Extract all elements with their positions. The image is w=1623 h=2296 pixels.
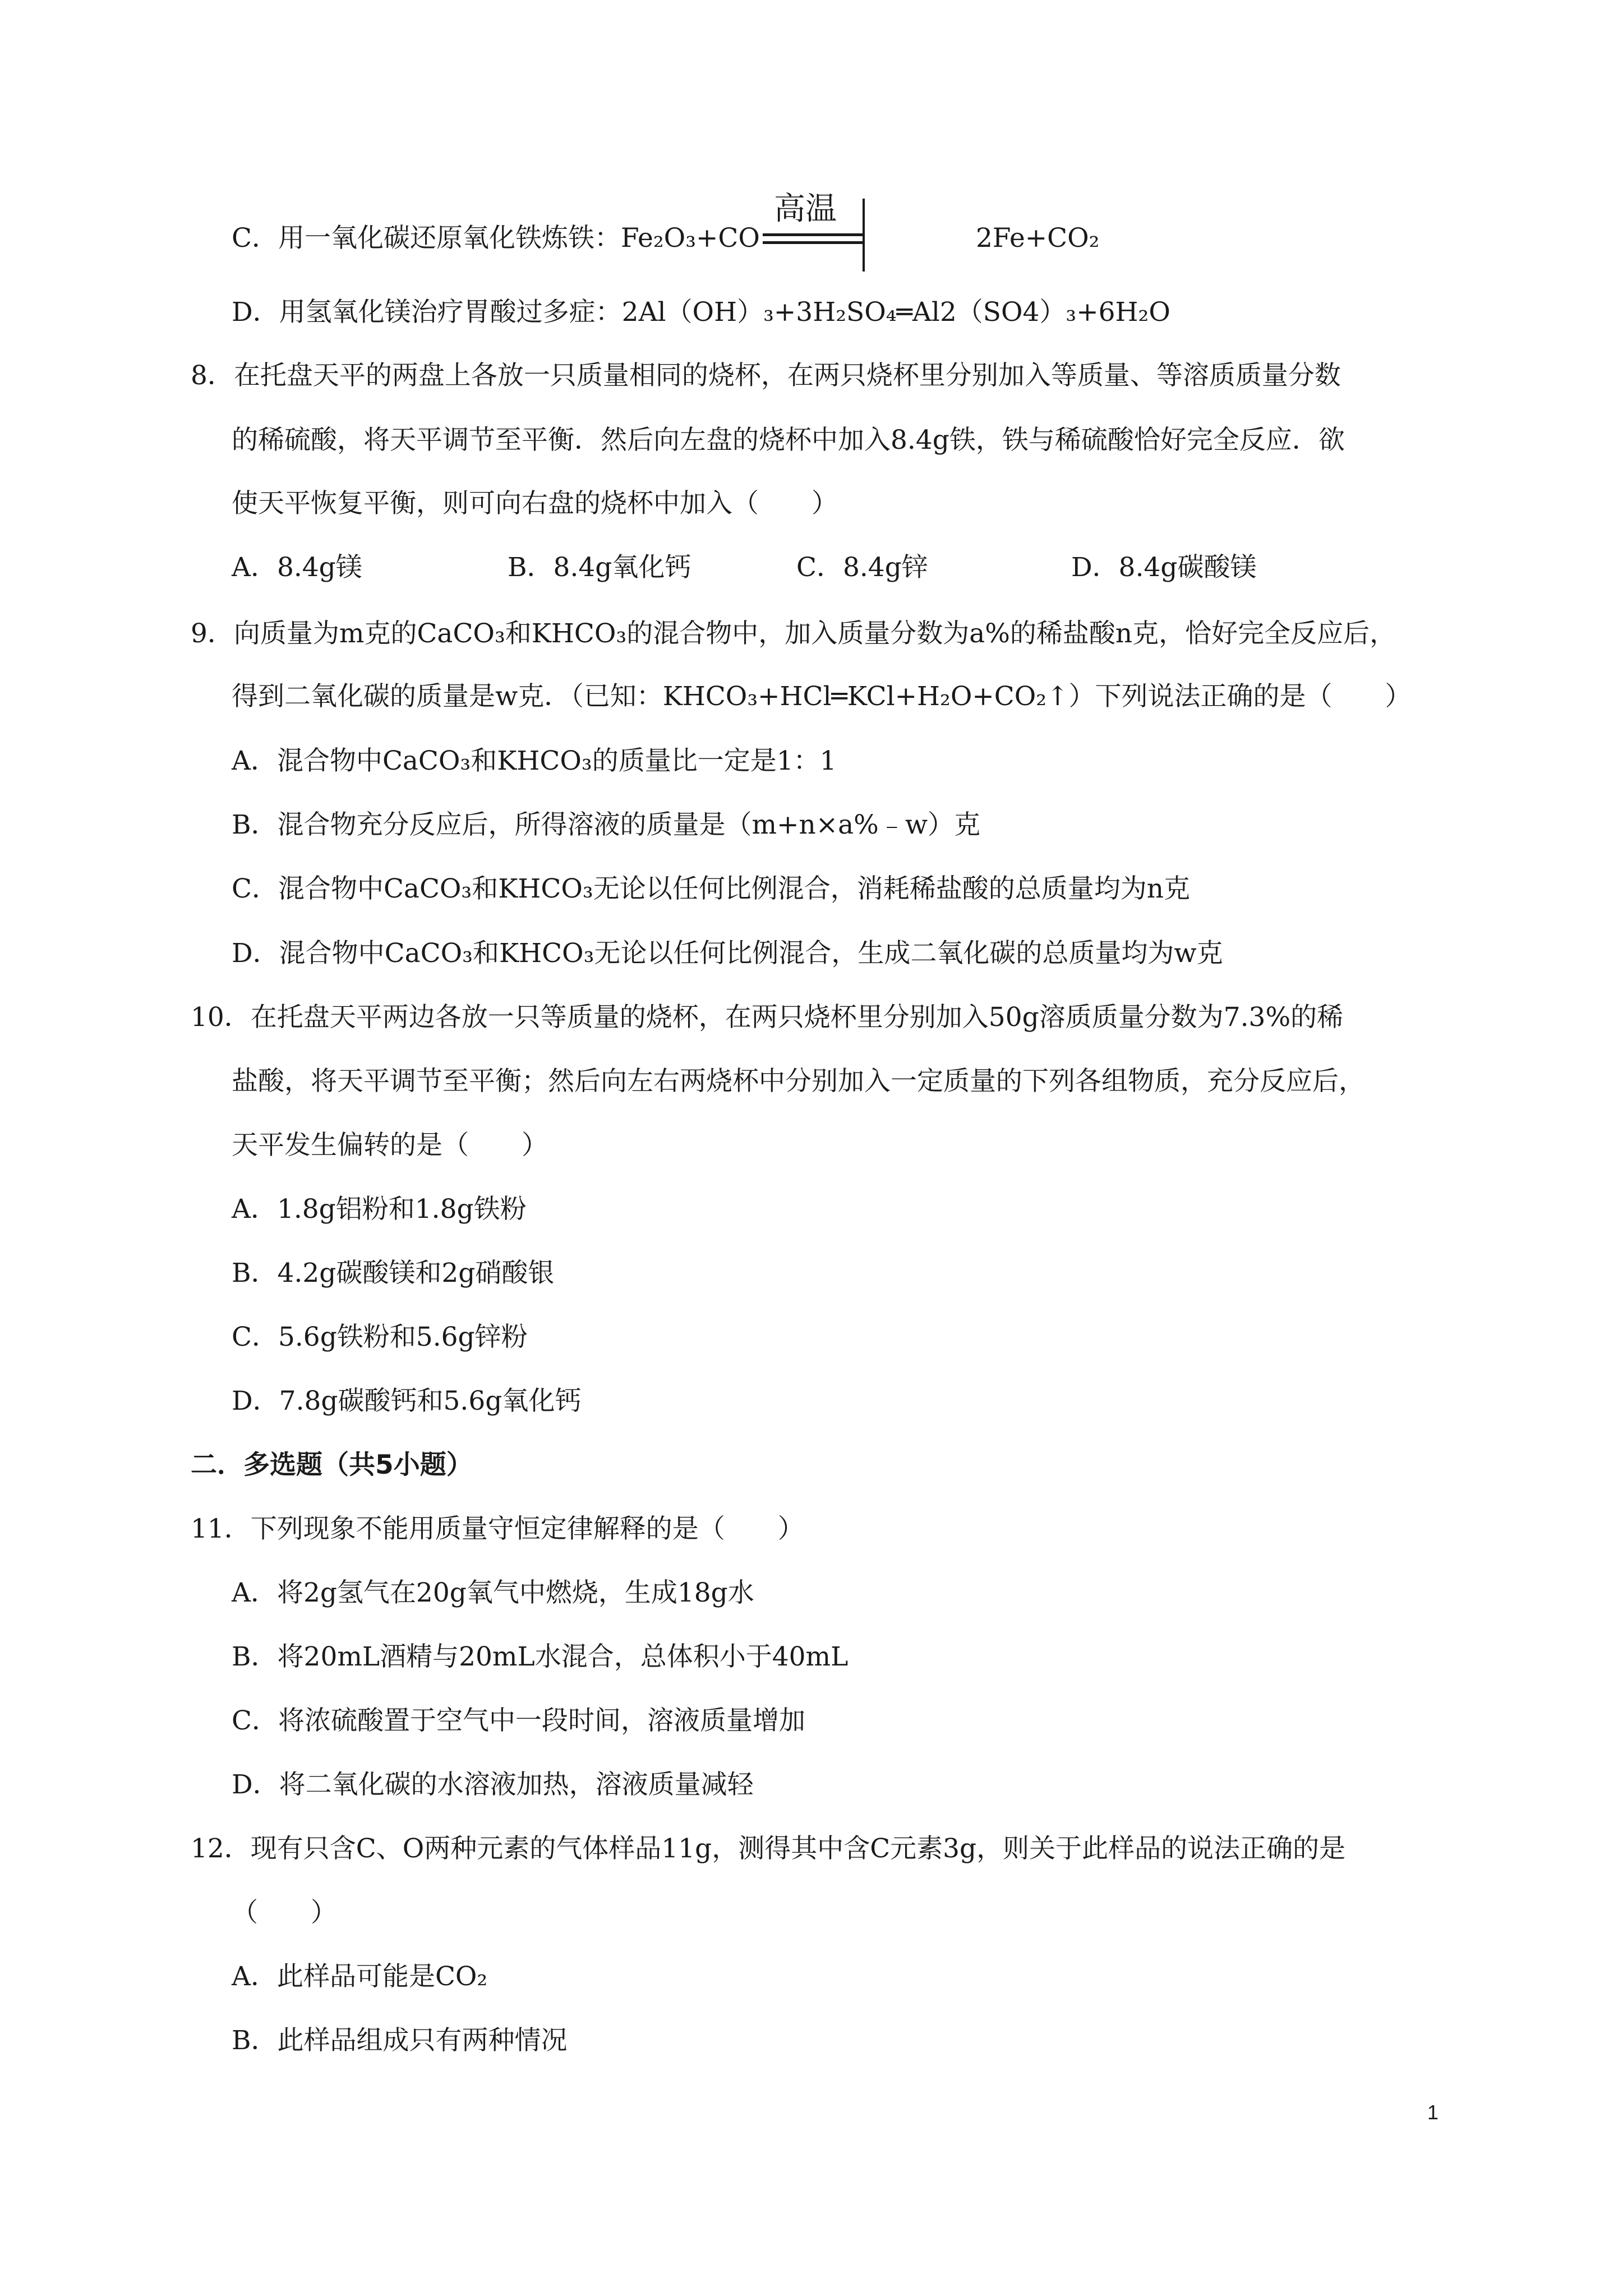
q9-option-c: C．混合物中CaCO₃和KHCO₃无论以任何比例混合，消耗稀盐酸的总质量均为n克 <box>232 873 1190 904</box>
q9-option-a: A．混合物中CaCO₃和KHCO₃的质量比一定是1：1 <box>232 746 837 776</box>
q11-option-b: B．将20mL酒精与20mL水混合，总体积小于40mL <box>232 1641 849 1672</box>
reaction-condition-sign <box>763 191 869 268</box>
q8-stem-line1: 8．在托盘天平的两盘上各放一只质量相同的烧杯，在两只烧杯里分别加入等质量、等溶质质量分数 <box>191 360 1341 391</box>
q12-stem-line1: 12．现有只含C、O两种元素的气体样品11g，测得其中含C元素3g，则关于此样品的说法正确的是 <box>191 1833 1346 1864</box>
q12-option-b: B．此样品组成只有两种情况 <box>232 2025 568 2056</box>
q10-option-c: C．5.6g铁粉和5.6g锌粉 <box>232 1322 528 1352</box>
option-c-product: 2Fe+CO₂ <box>976 223 1100 254</box>
page-number: 1 <box>1427 2101 1439 2124</box>
q8-stem-line2: 的稀硫酸，将天平调节至平衡．然后向左盘的烧杯中加入8.4g铁，铁与稀硫酸恰好完全反应．欲 <box>232 425 1345 455</box>
q9-stem-line1: 9．向质量为m克的CaCO₃和KHCO₃的混合物中，加入质量分数为a%的稀盐酸n克，恰好完全反应后， <box>191 618 1396 649</box>
q10-option-d: D．7.8g碳酸钙和5.6g氧化钙 <box>232 1386 582 1416</box>
q10-stem-line3: 天平发生偏转的是（ ） <box>232 1130 548 1161</box>
q8-option-b: B．8.4g氧化钙 <box>508 552 691 583</box>
q8-stem-line3: 使天平恢复平衡，则可向右盘的烧杯中加入（ ） <box>232 488 838 519</box>
option-c-reaction: C．用一氧化碳还原氧化铁炼铁：Fe₂O₃+CO <box>232 223 760 254</box>
q12-stem-line2: （ ） <box>232 1897 337 1928</box>
q8-option-d: D．8.4g碳酸镁 <box>1071 552 1257 583</box>
q10-stem-line1: 10．在托盘天平两边各放一只等质量的烧杯，在两只烧杯里分别加入50g溶质质量分数为7.3%的稀 <box>191 1002 1344 1033</box>
q11-option-d: D．将二氧化碳的水溶液加热，溶液质量减轻 <box>232 1769 754 1800</box>
reaction-condition-label: 高温 <box>774 191 837 227</box>
q11-stem-line1: 11．下列现象不能用质量守恒定律解释的是（ ） <box>191 1513 804 1544</box>
option-d-reaction: D．用氢氧化镁治疗胃酸过多症：2Al（OH）₃+3H₂SO₄═Al2（SO4）₃+6H₂O <box>232 297 1170 328</box>
q9-stem-line2: 得到二氧化碳的质量是w克．（已知：KHCO₃+HCl═KCl+H₂O+CO₂↑）下列说法正确的是（ ） <box>232 681 1412 712</box>
q11-option-a: A．将2g氢气在20g氧气中燃烧，生成18g水 <box>232 1577 754 1608</box>
q8-option-c: C．8.4g锌 <box>796 552 928 583</box>
section-heading: 二．多选题（共5小题） <box>191 1450 473 1480</box>
q12-option-a: A．此样品可能是CO₂ <box>232 1961 488 1992</box>
q11-option-c: C．将浓硫酸置于空气中一段时间，溶液质量增加 <box>232 1705 805 1736</box>
q9-option-b: B．混合物充分反应后，所得溶液的质量是（m+n×a%﹣w）克 <box>232 809 981 840</box>
q10-stem-line2: 盐酸，将天平调节至平衡；然后向左右两烧杯中分别加入一定质量的下列各组物质，充分反应后， <box>232 1066 1365 1097</box>
q10-option-a: A．1.8g铝粉和1.8g铁粉 <box>232 1194 527 1225</box>
q8-option-a: A．8.4g镁 <box>232 552 362 583</box>
q10-option-b: B．4.2g碳酸镁和2g硝酸银 <box>232 1258 555 1289</box>
q9-option-d: D．混合物中CaCO₃和KHCO₃无论以任何比例混合，生成二氧化碳的总质量均为w克 <box>232 938 1223 969</box>
